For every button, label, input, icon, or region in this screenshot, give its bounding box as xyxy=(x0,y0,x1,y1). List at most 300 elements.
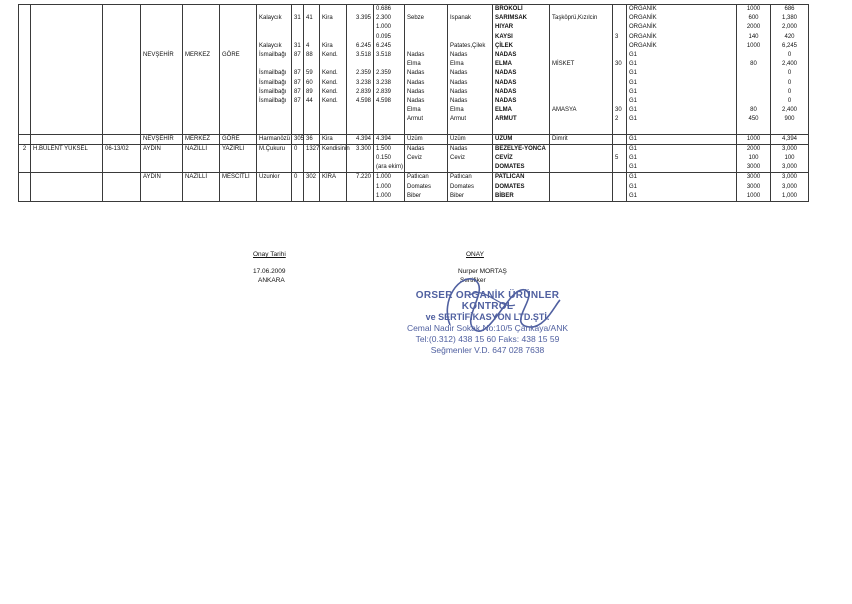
cell-verim xyxy=(737,144,771,173)
cell-line xyxy=(259,115,289,124)
cell-line: BİBER xyxy=(495,192,514,199)
cell-toplam xyxy=(347,144,374,173)
cell-line: ELMA xyxy=(495,61,512,68)
approval-date: 17.06.2009 xyxy=(253,268,286,275)
cell-line xyxy=(615,51,624,60)
cell-statu xyxy=(627,5,737,135)
cell-line xyxy=(615,192,624,201)
cell-line xyxy=(294,115,301,124)
cell-line: 2.839 xyxy=(376,88,392,95)
certifier-role: Sertifiker xyxy=(460,277,486,284)
cell-line: 2 xyxy=(615,116,619,123)
cell-line: 100 xyxy=(784,155,795,161)
cell-tasarruf xyxy=(320,134,347,144)
cell-line: G1 xyxy=(629,70,638,77)
cell-line: Nadas xyxy=(450,79,468,86)
cell-line: 0 xyxy=(787,97,792,104)
stamp-line-4: Tel:(0.312) 438 15 60 Faks: 438 15 59 xyxy=(415,334,560,344)
cell-code xyxy=(103,134,141,144)
cell-line: 900 xyxy=(784,116,795,123)
cell-line: 7.220 xyxy=(355,174,371,181)
cell-urun xyxy=(493,134,550,144)
cell-line: Harmanözü xyxy=(259,135,291,142)
cell-line: Nadas xyxy=(407,97,425,104)
cell-line: 0.095 xyxy=(376,33,392,40)
cell-line xyxy=(739,124,768,133)
cell-line xyxy=(376,60,402,69)
cell-line: Nadas xyxy=(407,51,425,58)
cell-line: 2.300 xyxy=(376,15,392,22)
cell-line: Elma xyxy=(450,107,464,114)
cell-urun xyxy=(493,5,550,135)
cell-text: YAZIRLI xyxy=(222,145,245,152)
cell-name xyxy=(31,144,103,173)
cell-line: 2,400 xyxy=(781,107,797,114)
cell-toplam xyxy=(347,134,374,144)
cell-line: Kend. xyxy=(322,88,338,95)
cell-line xyxy=(739,51,768,60)
cell-line: NADAS xyxy=(495,70,517,77)
cell-line: 1000 xyxy=(746,135,761,142)
cell-line: 0 xyxy=(787,88,792,95)
cell-parsel xyxy=(304,144,320,173)
cell-line: 6,245 xyxy=(781,42,797,49)
cell-line: PATLICAN xyxy=(495,174,525,181)
cell-line xyxy=(306,60,317,69)
cell-line: 3,000 xyxy=(781,145,797,152)
stamp-line-3: Cemal Nadir Sokak No:10/5 Çankaya/ANK xyxy=(406,323,569,333)
cell-line: CEVİZ xyxy=(495,155,513,161)
cell-text: GÖRE xyxy=(222,135,240,142)
cell-name xyxy=(31,5,103,135)
cell-line: SARIMSAK xyxy=(495,15,528,22)
cell-line: Kalaycık xyxy=(259,42,282,49)
cell-line xyxy=(259,60,289,69)
cell-line: 1000 xyxy=(746,192,761,199)
cell-line: 41 xyxy=(306,15,313,22)
cell-line: 2.359 xyxy=(376,70,392,77)
cell-text xyxy=(21,135,28,144)
cell-line: Patlıcan xyxy=(450,174,472,181)
cell-line xyxy=(349,115,371,124)
cell-line: Kend. xyxy=(322,97,338,104)
cell-line xyxy=(322,124,344,133)
cell-text: H.BÜLENT YÜKSEL xyxy=(33,145,88,152)
cell-line xyxy=(349,23,371,32)
cell-text xyxy=(21,5,28,14)
cell-rekolte xyxy=(771,5,809,135)
cell-parsel xyxy=(304,134,320,144)
cell-line: 686 xyxy=(784,6,795,12)
cell-line: NADAS xyxy=(495,97,517,104)
cell-text xyxy=(105,135,138,144)
cell-line xyxy=(450,23,490,32)
cell-line: 0 xyxy=(294,174,298,181)
cell-line: 1.000 xyxy=(376,174,392,181)
cell-ilce xyxy=(183,5,220,135)
cell-line: Biber xyxy=(450,192,465,199)
cell-rekolte xyxy=(771,144,809,173)
cell-agac xyxy=(613,5,627,135)
cell-line: 305 xyxy=(294,135,305,142)
cell-line: Nadas xyxy=(450,70,468,77)
cell-line: Ceviz xyxy=(407,155,423,161)
cell-grup xyxy=(405,134,448,144)
cell-line xyxy=(306,23,317,32)
cell-agac xyxy=(613,144,627,173)
cell-line: 2,400 xyxy=(781,61,797,68)
cell-line: 3.518 xyxy=(376,51,392,58)
cell-mevkii xyxy=(257,5,292,135)
cell-line xyxy=(450,163,490,172)
cell-text: MERKEZ xyxy=(185,135,211,142)
cell-text xyxy=(105,173,138,182)
cell-verim xyxy=(737,5,771,135)
cell-line: 3.518 xyxy=(355,51,371,58)
cell-line: Kend. xyxy=(322,70,338,77)
cell-line: 3,000 xyxy=(781,164,797,171)
cell-line: 2.359 xyxy=(355,70,371,77)
cell-line: Patlıcan xyxy=(407,174,429,181)
cell-line xyxy=(259,23,289,32)
cell-line: 88 xyxy=(306,51,313,58)
cell-line: Nadas xyxy=(450,51,468,58)
cell-code xyxy=(103,144,141,173)
cell-line xyxy=(552,183,610,192)
cell-tasarruf xyxy=(320,173,347,202)
cell-line: 3.238 xyxy=(355,79,371,86)
cell-il xyxy=(141,173,183,202)
cell-line: Nadas xyxy=(407,88,425,95)
cell-name xyxy=(31,134,103,144)
cell-mevkii xyxy=(257,144,292,173)
cell-line: HIYAR xyxy=(495,24,514,31)
cell-line: Kend. xyxy=(322,51,338,58)
cell-line: 87 xyxy=(294,88,301,95)
cell-line: G1 xyxy=(629,51,638,58)
cell-ada xyxy=(292,173,304,202)
cell-line: İsmailbağı xyxy=(259,79,287,86)
cell-line: G1 xyxy=(629,79,638,86)
cell-cesit xyxy=(550,144,613,173)
cell-line: 0 xyxy=(294,145,298,152)
cell-line: G1 xyxy=(629,145,638,152)
cell-line: 4,394 xyxy=(781,135,797,142)
cell-line: G1 xyxy=(629,61,638,68)
cell-line: 302 xyxy=(306,174,317,181)
cell-line xyxy=(322,115,344,124)
cell-line xyxy=(629,124,734,133)
cell-line xyxy=(349,33,371,42)
cell-statu xyxy=(627,144,737,173)
cell-line: 44 xyxy=(306,97,313,104)
cell-line: 1.500 xyxy=(376,145,392,152)
cell-line: Kira xyxy=(322,135,333,142)
cell-line: 4.394 xyxy=(355,135,371,142)
cell-line: Domates xyxy=(407,183,432,190)
cell-line: 0 xyxy=(787,51,792,58)
cell-line xyxy=(294,23,301,32)
cell-ekili xyxy=(374,5,405,135)
cell-line xyxy=(407,23,445,32)
cell-il xyxy=(141,144,183,173)
cell-line: 60 xyxy=(306,79,313,86)
cell-line: Elma xyxy=(407,107,421,114)
cell-ada xyxy=(292,5,304,135)
cell-grup xyxy=(405,144,448,173)
cell-line: 0.150 xyxy=(376,155,392,161)
cell-line: Kend. xyxy=(322,79,338,86)
cell-no xyxy=(19,173,31,202)
cell-tur xyxy=(448,134,493,144)
cell-line xyxy=(306,5,317,14)
cell-line: 1.000 xyxy=(376,24,392,31)
cell-line: G1 xyxy=(629,88,638,95)
cell-line: Nadas xyxy=(450,88,468,95)
cell-ada xyxy=(292,134,304,144)
cell-cesit xyxy=(550,5,613,135)
cell-text: AYDIN xyxy=(143,145,161,152)
cell-line xyxy=(259,5,289,14)
cell-line xyxy=(322,106,344,115)
stamp-line-5: Seğmenler V.D. 647 028 7638 xyxy=(430,345,545,355)
cell-line xyxy=(450,5,490,14)
cell-tur xyxy=(448,173,493,202)
cell-line: 140 xyxy=(748,33,759,40)
cell-text xyxy=(33,173,100,182)
cell-line xyxy=(615,163,624,172)
cell-line: Nadas xyxy=(407,79,425,86)
cell-ilce-label: MERKEZ xyxy=(185,51,211,58)
cell-line xyxy=(615,42,624,51)
cell-tasarruf xyxy=(320,5,347,135)
cell-line xyxy=(294,106,301,115)
cell-line: Üzüm xyxy=(450,135,466,142)
cell-line xyxy=(294,5,301,14)
cell-line: 1.000 xyxy=(376,183,392,190)
cell-line: DOMATES xyxy=(495,183,525,190)
cell-line: G1 xyxy=(629,107,638,114)
cell-line: KAYSI xyxy=(495,33,513,40)
cell-line: 4.598 xyxy=(355,97,371,104)
cell-line: 31 xyxy=(294,42,301,49)
cell-cesit xyxy=(550,173,613,202)
cell-line xyxy=(739,69,768,78)
cell-line xyxy=(450,33,490,42)
cell-ilce xyxy=(183,144,220,173)
cell-line: Kira xyxy=(322,15,333,22)
cell-line: Elma xyxy=(407,61,421,68)
cell-tasarruf xyxy=(320,144,350,173)
cell-line: 3,000 xyxy=(781,183,797,190)
cell-line: G1 xyxy=(629,97,638,104)
cell-line: Uzunkır xyxy=(259,174,280,181)
cell-parsel xyxy=(304,173,320,202)
cell-line: 4.394 xyxy=(376,135,392,142)
cell-line xyxy=(739,97,768,106)
cell-il xyxy=(141,5,183,135)
cell-text: NEVŞEHİR xyxy=(143,135,174,142)
cell-text: NAZİLLİ xyxy=(185,174,208,181)
approval-place: ANKARA xyxy=(258,277,285,284)
cell-line xyxy=(552,97,610,106)
cell-text: 06-13/02 xyxy=(105,145,129,152)
cell-line: 1000 xyxy=(746,6,761,12)
cell-toplam xyxy=(347,173,374,202)
cell-line: G1 xyxy=(629,116,638,123)
cell-tur xyxy=(448,144,493,173)
cell-ekili xyxy=(374,173,405,202)
cell-line: 1,380 xyxy=(781,15,797,22)
cell-line xyxy=(322,5,344,14)
cell-line: 5 xyxy=(615,155,619,161)
cell-line xyxy=(349,106,371,115)
cell-line: ORGANİK xyxy=(629,6,657,12)
cell-line: 3.395 xyxy=(355,15,371,22)
cell-line: 2000 xyxy=(746,24,761,31)
cell-statu xyxy=(627,173,737,202)
cell-line: 3000 xyxy=(746,174,761,181)
cell-ekili xyxy=(374,134,405,144)
cell-line xyxy=(407,5,445,14)
cell-line xyxy=(615,79,624,88)
cell-verim xyxy=(737,173,771,202)
cell-line: Kalaycık xyxy=(259,15,282,22)
cell-line xyxy=(322,33,344,42)
cell-ilce xyxy=(183,134,220,144)
cell-line xyxy=(376,124,402,133)
cell-line: Domates xyxy=(450,183,475,190)
cell-line: ORGANİK xyxy=(629,33,657,40)
cell-line: M.Çukuru xyxy=(259,145,286,152)
cell-line xyxy=(552,5,610,14)
approval-date-label: Onay Tarihi xyxy=(253,251,286,258)
cell-ada xyxy=(292,144,304,173)
cell-line xyxy=(306,124,317,133)
cell-line xyxy=(376,106,402,115)
cell-line xyxy=(259,33,289,42)
cell-line: 450 xyxy=(748,116,759,123)
cell-line: 1000 xyxy=(746,42,761,49)
cell-line: 87 xyxy=(294,51,301,58)
cell-line xyxy=(552,173,610,182)
cell-line xyxy=(552,192,610,201)
stamp-line-1: ORSER ORGANİK ÜRÜNLER KONTROL xyxy=(415,290,560,312)
cell-line: 59 xyxy=(306,70,313,77)
onay-label: ONAY xyxy=(466,251,484,258)
cell-line xyxy=(306,115,317,124)
cell-line: G1 xyxy=(629,155,638,161)
cell-line: 0 xyxy=(787,79,792,86)
cell-code xyxy=(103,173,141,202)
cell-line: 30 xyxy=(615,107,622,114)
cell-line: İsmailbağı xyxy=(259,97,287,104)
cell-line xyxy=(773,124,806,133)
cell-line xyxy=(615,88,624,97)
cell-line: Armut xyxy=(407,116,424,123)
cell-line: 3000 xyxy=(746,183,761,190)
cell-text: AYDIN xyxy=(143,174,161,181)
cell-urun xyxy=(493,144,550,173)
cell-line: 80 xyxy=(750,107,757,114)
cell-line: ORGANİK xyxy=(629,15,657,22)
cell-code xyxy=(103,5,141,135)
cell-line: 87 xyxy=(294,97,301,104)
cell-line: AMASYA xyxy=(552,107,577,114)
cell-koy-label: GÖRE xyxy=(222,51,240,58)
table-row xyxy=(19,5,852,135)
cell-line: İsmailbağı xyxy=(259,70,287,77)
cell-line: 0 xyxy=(787,70,792,77)
cell-line: 0.686 xyxy=(376,6,392,12)
cell-line xyxy=(407,124,445,133)
cell-line xyxy=(376,115,402,124)
table-row xyxy=(19,173,852,202)
cell-line: Ispanak xyxy=(450,15,472,22)
cell-line: 6.245 xyxy=(355,42,371,49)
cell-line: 3.238 xyxy=(376,79,392,86)
cell-line xyxy=(552,145,610,154)
cell-line: 1.000 xyxy=(376,192,392,199)
cell-line xyxy=(615,124,624,133)
cell-text xyxy=(21,173,28,182)
cell-line: G1 xyxy=(629,174,638,181)
cell-ilce xyxy=(183,173,220,202)
cell-line: 3000 xyxy=(746,164,761,171)
cell-line xyxy=(552,69,610,78)
cell-line xyxy=(615,135,624,144)
cell-line: NADAS xyxy=(495,51,517,58)
cell-grup xyxy=(405,5,448,135)
cell-line: 80 xyxy=(750,61,757,68)
cell-line: 87 xyxy=(294,70,301,77)
cell-line: NADAS xyxy=(495,88,517,95)
cell-text xyxy=(105,5,138,14)
cell-line: 4 xyxy=(306,42,310,49)
cell-line: BROKOLİ xyxy=(495,6,523,12)
cell-line: Elma xyxy=(450,61,464,68)
cell-line: ELMA xyxy=(495,107,512,114)
cell-line: Ceviz xyxy=(450,155,466,161)
cell-koy xyxy=(220,5,257,135)
cell-line xyxy=(306,106,317,115)
cell-line: Üzüm xyxy=(407,135,423,142)
cell-rekolte xyxy=(771,134,809,144)
cell-mevkii xyxy=(257,134,292,144)
cell-line: Kira xyxy=(322,42,333,49)
cell-line xyxy=(552,42,610,51)
cell-line xyxy=(259,106,289,115)
cell-line: ÜZÜM xyxy=(495,135,513,142)
cell-line: DOMATES xyxy=(495,164,525,171)
cell-mevkii xyxy=(257,173,292,202)
cell-line: 6.245 xyxy=(376,42,392,49)
cell-line xyxy=(615,97,624,106)
cell-line xyxy=(739,79,768,88)
cell-urun xyxy=(493,173,550,202)
cell-line: BEZELYE-YONCA xyxy=(495,145,546,152)
cell-line xyxy=(349,60,371,69)
cell-koy xyxy=(220,173,257,202)
cell-line xyxy=(552,51,610,60)
cell-line xyxy=(615,5,624,14)
cell-line xyxy=(615,173,624,182)
cell-line: (ara ekim) xyxy=(376,164,404,171)
cell-line: 420 xyxy=(784,33,795,40)
cell-line: 87 xyxy=(294,79,301,86)
cell-no xyxy=(19,144,31,173)
cell-text: NAZİLLİ xyxy=(185,145,208,152)
